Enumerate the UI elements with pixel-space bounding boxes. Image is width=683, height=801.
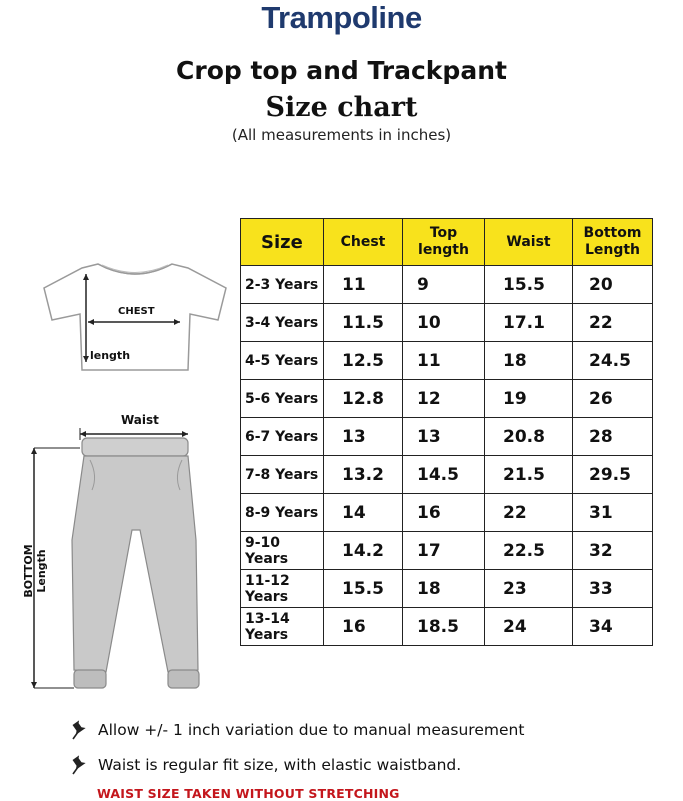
waist-cell: 22.5: [485, 532, 573, 570]
size-cell: 11-12 Years: [241, 570, 324, 608]
waist-cell: 23: [485, 570, 573, 608]
page-subtitle: Size chart: [265, 92, 418, 123]
bottom-length-cell: 29.5: [573, 456, 653, 494]
bottom-length-header-line1: Bottom: [583, 225, 642, 241]
bottom-length-header-line2: Length: [584, 242, 641, 258]
table-header-row: [241, 219, 653, 266]
bottom-length-cell: 24.5: [573, 342, 653, 380]
top-length-cell: 18: [403, 570, 485, 608]
top-length-header-line2: length: [418, 242, 469, 258]
bottom-length-cell: 20: [573, 266, 653, 304]
size-cell: 13-14 Years: [241, 608, 324, 646]
size-cell: 5-6 Years: [241, 380, 324, 418]
waist-cell: 19: [485, 380, 573, 418]
top-length-cell: 14.5: [403, 456, 485, 494]
waist-cell: 20.8: [485, 418, 573, 456]
table-row: [241, 342, 653, 380]
chest-cell: 13.2: [324, 456, 403, 494]
bottom-length-label: BOTTOM Length: [22, 544, 48, 598]
top-length-header-line1: Top: [429, 225, 458, 241]
chest-label: CHEST: [118, 306, 155, 317]
bottom-length-cell: 22: [573, 304, 653, 342]
waist-cell: 15.5: [485, 266, 573, 304]
size-cell: 8-9 Years: [241, 494, 324, 532]
note-item: [70, 755, 461, 775]
measurement-note: (All measurements in inches): [231, 126, 452, 144]
bottom-length-cell: 26: [573, 380, 653, 418]
top-length-cell: 18.5: [403, 608, 485, 646]
table-row: [241, 494, 653, 532]
bottom-length-cell: 32: [573, 532, 653, 570]
chest-header: Chest: [324, 219, 403, 266]
table-row: [241, 380, 653, 418]
size-cell: 6-7 Years: [241, 418, 324, 456]
top-length-cell: 9: [403, 266, 485, 304]
table-row: [241, 456, 653, 494]
waist-cell: 24: [485, 608, 573, 646]
size-header: Size: [241, 219, 324, 266]
bottom-length-cell: 31: [573, 494, 653, 532]
waist-cell: 18: [485, 342, 573, 380]
table-row: [241, 266, 653, 304]
top-length-cell: 11: [403, 342, 485, 380]
pushpin-icon: [70, 755, 88, 775]
waist-header: Waist: [485, 219, 573, 266]
table-row: [241, 608, 653, 646]
size-cell: 9-10 Years: [241, 532, 324, 570]
waist-label: Waist: [121, 413, 159, 427]
waist-cell: 17.1: [485, 304, 573, 342]
table-row: [241, 570, 653, 608]
top-length-cell: 16: [403, 494, 485, 532]
size-cell: 7-8 Years: [241, 456, 324, 494]
length-label: length: [90, 349, 131, 362]
waist-cell: 21.5: [485, 456, 573, 494]
chest-cell: 12.5: [324, 342, 403, 380]
waist-cell: 22: [485, 494, 573, 532]
top-length-cell: 12: [403, 380, 485, 418]
pushpin-icon: [70, 720, 88, 740]
chest-cell: 15.5: [324, 570, 403, 608]
trackpant-illustration: [28, 420, 228, 695]
top-length-cell: 10: [403, 304, 485, 342]
chest-cell: 13: [324, 418, 403, 456]
chest-cell: 16: [324, 608, 403, 646]
top-length-header: [403, 219, 485, 266]
size-cell: 2-3 Years: [241, 266, 324, 304]
chest-cell: 11.5: [324, 304, 403, 342]
note-item: [70, 720, 524, 740]
bottom-length-header: [573, 219, 653, 266]
brand-logo: Trampoline: [261, 0, 422, 35]
bottom-length-cell: 33: [573, 570, 653, 608]
bottom-length-cell: 28: [573, 418, 653, 456]
chest-cell: 12.8: [324, 380, 403, 418]
crop-top-illustration: [40, 258, 230, 378]
top-length-cell: 13: [403, 418, 485, 456]
size-chart-table: [240, 218, 653, 646]
note-text: Waist is regular fit size, with elastic waistband.: [98, 756, 462, 774]
table-row: [241, 532, 653, 570]
top-length-cell: 17: [403, 532, 485, 570]
chest-cell: 11: [324, 266, 403, 304]
size-cell: 4-5 Years: [241, 342, 324, 380]
table-row: [241, 418, 653, 456]
chest-cell: 14.2: [324, 532, 403, 570]
size-cell: 3-4 Years: [241, 304, 324, 342]
note-text: Allow +/- 1 inch variation due to manual measurement: [98, 721, 525, 739]
waist-warning: WAIST SIZE TAKEN WITHOUT STRETCHING: [97, 786, 400, 801]
table-row: [241, 304, 653, 342]
bottom-length-cell: 34: [573, 608, 653, 646]
page-title: Crop top and Trackpant: [176, 56, 507, 85]
chest-cell: 14: [324, 494, 403, 532]
